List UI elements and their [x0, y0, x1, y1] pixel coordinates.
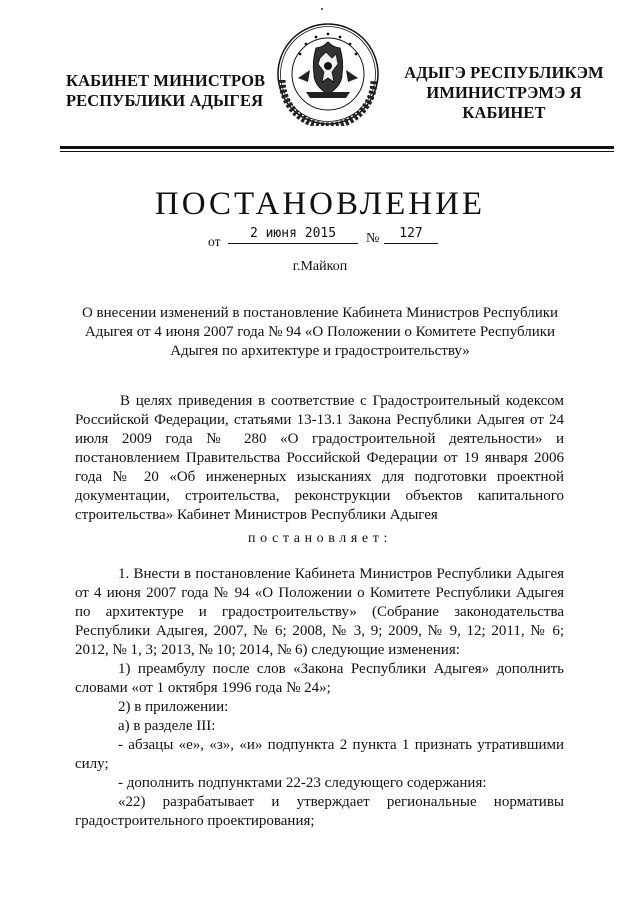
issuer-russian-line2: РЕСПУБЛИКИ АДЫГЕЯ [66, 91, 264, 110]
decree-items [75, 565, 564, 831]
scan-speck [321, 8, 323, 10]
item-1-subitem-2a-bullet-2: - дополнить подпунктами 22-23 следующего содержания: [118, 775, 487, 791]
item-1-subitem-2a-quote: «22) разрабатывает и утверждает региональные нормативы градостроительного проектирования; [75, 794, 564, 829]
issuer-adyghe-line2: ИМИНИСТРЭМЭ Я КАБИНЕТ [426, 83, 582, 122]
number-label: № [366, 231, 380, 246]
item-1: 1. Внести в постановление Кабинета Министров Республики Адыгея от 4 июня 2007 года № 94 «О Положении о Комитете Республики Адыгея по архитектуре и градостроительству» (Собрание законодательства Республики Адыгея, 2007, № 6; 2008, № 3, 9; 2009, № 9, 12; 2011, № 6; 2012, № 1, 3; 2013, № 10; 2014, № 6) следующие изменения: [75, 566, 564, 658]
header-rule-thin [60, 151, 614, 152]
item-1-subitem-1: 1) преамбулу после слов «Закона Республики Адыгея» дополнить словами «от 1 октября 1996 года № 24»; [75, 661, 564, 696]
item-1-subitem-2: 2) в приложении: [118, 699, 229, 715]
preamble-paragraph: В целях приведения в соответствие с Градостроительный кодексом Российской Федерации, статьями 13-13.1 Закона Республики Адыгея от 24 июля 2009 года № 280 «О градостроительной деятельности» и постановлением Правительства Российской Федерации от 19 января 2006 года № 20 «Об инженерных изысканиях для подготовки проектной документации, строительства, реконструкции объектов капитального строительства» Кабинет Министров Республики Адыгея [75, 393, 564, 523]
issuer-russian-line1: КАБИНЕТ МИНИСТРОВ [66, 71, 266, 90]
document-date: 2 июня 2015 [228, 226, 358, 244]
decree-word: постановляет: [248, 531, 392, 546]
item-1-subitem-2a: а) в разделе III: [118, 718, 216, 734]
item-1-subitem-2a-bullet-1: - абзацы «е», «з», «и» подпункта 2 пункта 1 признать утратившими силу; [75, 737, 564, 772]
header-rule-thick [60, 146, 614, 149]
document-title: ПОСТАНОВЛЕНИЕ [154, 186, 486, 222]
issuer-adyghe [394, 63, 614, 123]
issuer-adyghe-line1: АДЫГЭ РЕСПУБЛИКЭМ [404, 63, 604, 82]
issuer-russian [66, 71, 265, 111]
document-number: 127 [384, 226, 438, 244]
issue-city: г.Майкоп [292, 259, 348, 274]
document-subject: О внесении изменений в постановление Кабинета Министров Республики Адыгея от 4 июня 2007 года № 94 «О Положении о Комитете Республики Адыгея по архитектуре и градостроительству» [81, 305, 559, 359]
coat-of-arms-emblem [276, 22, 380, 126]
date-from-label: от [208, 234, 221, 249]
